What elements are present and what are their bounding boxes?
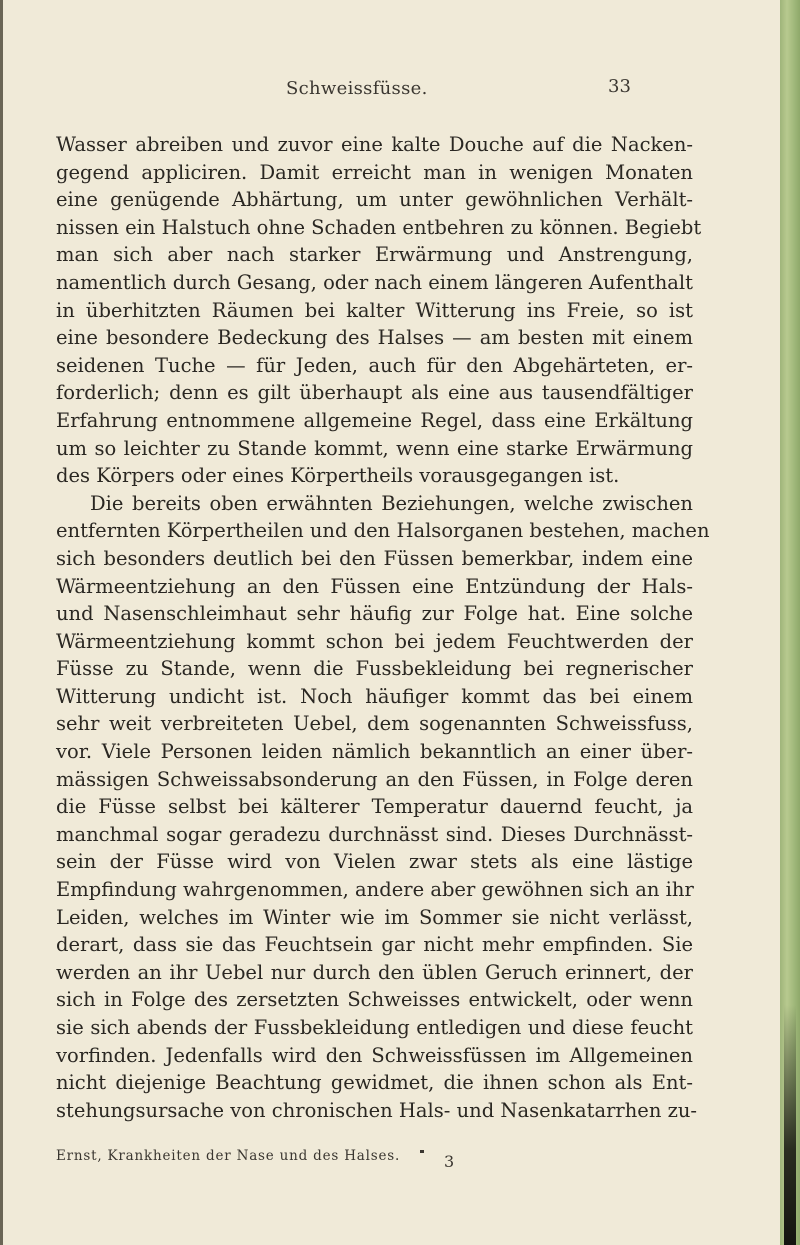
text-line: sich in Folge des zersetzten Schweisses entwickelt, oder wenn bbox=[56, 988, 693, 1012]
imprint-line: Ernst, Krankheiten der Nase und des Halses. bbox=[56, 1148, 401, 1164]
text-line: seidenen Tuche — für Jeden, auch für den Abgehärteten, er- bbox=[56, 353, 693, 377]
text-line: sie sich abends der Fussbekleidung entledigen und diese feucht bbox=[56, 1016, 693, 1039]
text-line: sein der Füsse wird von Vielen zwar stets als eine lästige bbox=[56, 850, 693, 874]
text-line: Erfahrung entnommene allgemeine Regel, dass eine Erkältung bbox=[56, 408, 693, 432]
text-line: nicht diejenige Beachtung gewidmet, die ihnen schon als Ent- bbox=[56, 1071, 693, 1095]
page-footer bbox=[56, 1148, 696, 1172]
text-line: Wärmeentziehung kommt schon bei jedem Feuchtwerden der bbox=[56, 629, 693, 653]
text-line: und Nasenschleimhaut sehr häufig zur Folge hat. Eine solche bbox=[56, 602, 693, 626]
text-line: vor. Viele Personen leiden nämlich bekanntlich an einer über- bbox=[56, 740, 693, 764]
ink-speck bbox=[420, 1150, 424, 1153]
text-line: Wärmeentziehung an den Füssen eine Entzündung der Hals- bbox=[56, 574, 693, 598]
text-line: die Füsse selbst bei kälterer Temperatur dauernd feucht, ja bbox=[56, 795, 693, 819]
text-line: sehr weit verbreiteten Uebel, dem sogenannten Schweissfuss, bbox=[56, 712, 693, 736]
text-line: sich besonders deutlich bei den Füssen bemerkbar, indem eine bbox=[56, 546, 693, 570]
signature-mark: 3 bbox=[444, 1152, 455, 1171]
text-line: derart, dass sie das Feuchtsein gar nicht mehr empfinden. Sie bbox=[56, 933, 693, 957]
text-line: Empfindung wahrgenommen, andere aber gewöhnen sich an ihr bbox=[56, 878, 694, 902]
text-line: Witterung undicht ist. Noch häufiger kommt das bei einem bbox=[56, 684, 693, 708]
text-line: nissen ein Halstuch ohne Schaden entbehren zu können. Begiebt bbox=[56, 215, 702, 239]
text-line: forderlich; denn es gilt überhaupt als eine aus tausendfältiger bbox=[56, 381, 693, 405]
text-line: mässigen Schweissabsonderung an den Füssen, in Folge deren bbox=[56, 767, 693, 791]
text-line: in überhitzten Räumen bei kalter Witterung ins Freie, so ist bbox=[56, 298, 693, 322]
text-line: namentlich durch Gesang, oder nach einem längeren Aufenthalt bbox=[56, 270, 693, 294]
text-line: manchmal sogar geradezu durchnässt sind. Dieses Durchnässt- bbox=[56, 822, 693, 846]
running-title: Schweissfüsse. bbox=[286, 78, 428, 99]
text-line: um so leichter zu Stande kommt, wenn eine starke Erwärmung bbox=[56, 436, 693, 460]
text-line: Die bereits oben erwähnten Beziehungen, welche zwischen bbox=[90, 491, 693, 515]
text-line: entfernten Körpertheilen und den Halsorganen bestehen, machen bbox=[56, 519, 710, 543]
text-line: Wasser abreiben und zuvor eine kalte Douche auf die Nacken- bbox=[56, 133, 693, 156]
text-line: vorfinden. Jedenfalls wird den Schweissfüssen im Allgemeinen bbox=[56, 1043, 693, 1067]
page-number: 33 bbox=[608, 76, 631, 97]
text-line: des Körpers oder eines Körpertheils vorausgegangen ist. bbox=[56, 464, 620, 488]
text-line: Leiden, welches im Winter wie im Sommer sie nicht verlässt, bbox=[56, 905, 693, 929]
text-line: eine besondere Bedeckung des Halses — am besten mit einem bbox=[56, 326, 693, 350]
text-line: Füsse zu Stande, wenn die Fussbekleidung bei regnerischer bbox=[56, 657, 693, 681]
text-line: werden an ihr Uebel nur durch den üblen Geruch erinnert, der bbox=[56, 960, 693, 984]
body-text bbox=[56, 131, 710, 1124]
text-line: stehungsursache von chronischen Hals- und Nasenkatarrhen zu- bbox=[56, 1098, 697, 1122]
binding-shadow bbox=[784, 1005, 796, 1245]
text-line: gegend appliciren. Damit erreicht man in wenigen Monaten bbox=[56, 160, 693, 184]
text-line: man sich aber nach starker Erwärmung und Anstrengung, bbox=[56, 243, 693, 267]
binding-strip bbox=[780, 0, 800, 1245]
page-left-edge bbox=[0, 0, 3, 1245]
text-line: eine genügende Abhärtung, um unter gewöhnlichen Verhält- bbox=[56, 188, 693, 212]
